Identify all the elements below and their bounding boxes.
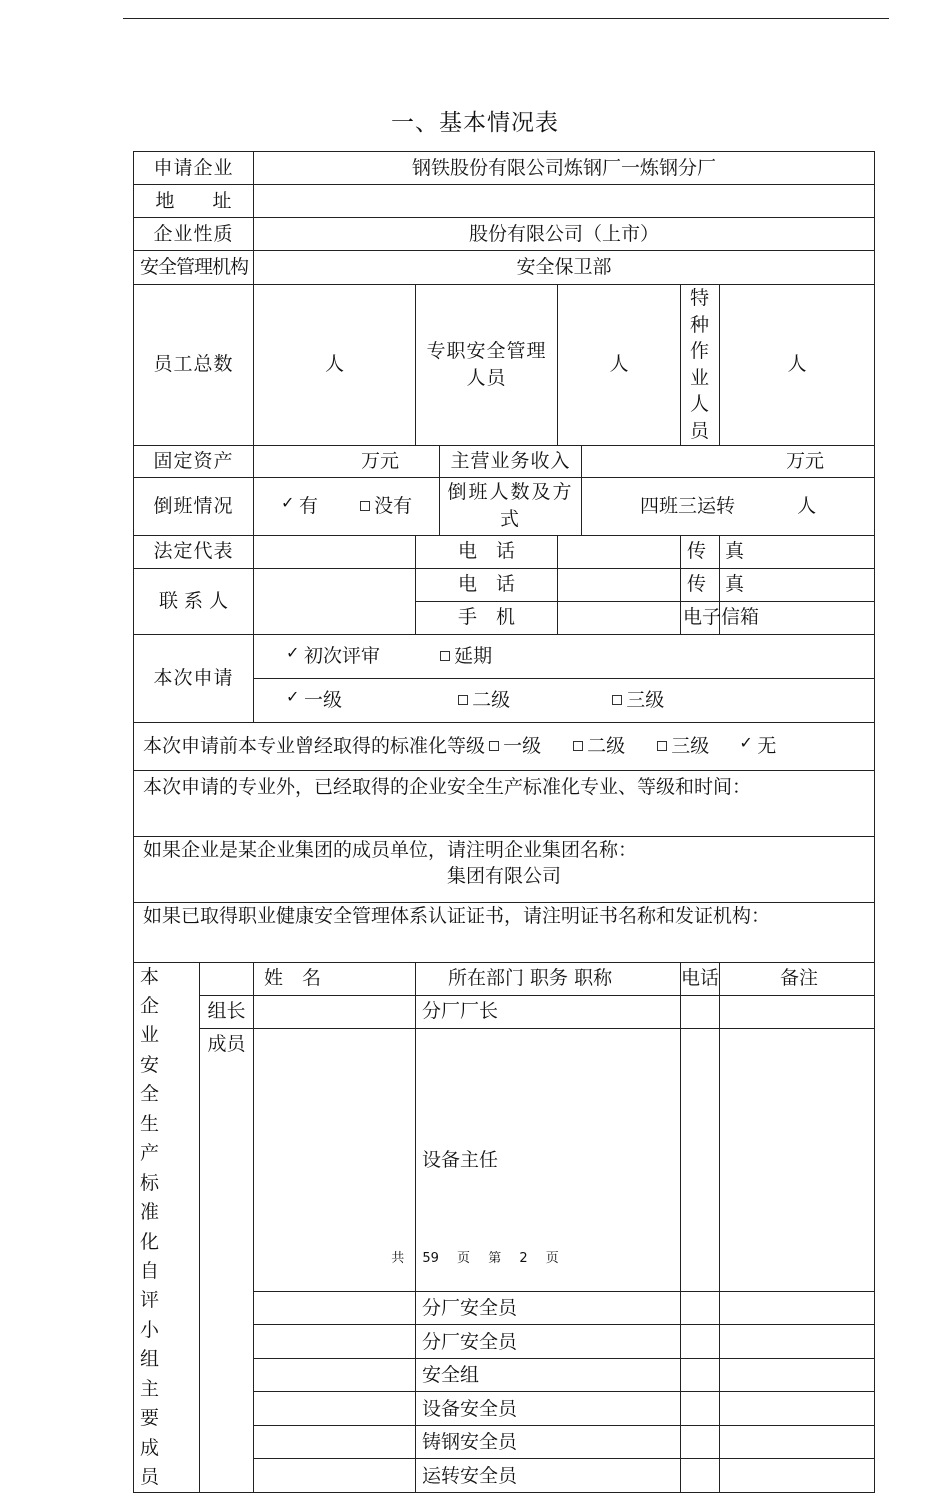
group-value: 集团有限公司 <box>447 865 562 888</box>
team-dept-cell[interactable]: 铸钢安全员 <box>416 1426 681 1459</box>
apply-level-2[interactable]: 二级 <box>472 688 511 711</box>
row-staff <box>134 285 875 446</box>
apply-type-options[interactable] <box>254 634 875 678</box>
shift-mode-label: 倒班人数及方式 <box>440 477 582 535</box>
checkbox-empty-icon[interactable] <box>657 741 667 751</box>
team-dept-cell[interactable]: 分厂安全员 <box>416 1325 681 1359</box>
contact-phone-value[interactable] <box>558 568 681 601</box>
team-name-cell[interactable] <box>254 1359 416 1392</box>
ohsms-text: 如果已取得职业健康安全管理体系认证证书，请注明证书名称和发证机构： <box>143 904 771 927</box>
shift-opt-yes[interactable]: 有 <box>298 494 318 517</box>
checkbox-empty-icon[interactable] <box>612 695 622 705</box>
address-label: 地 址 <box>134 185 254 218</box>
team-phone-cell[interactable] <box>681 1426 720 1459</box>
row-shift <box>134 477 875 535</box>
check-mark-icon: ✓ <box>286 642 300 662</box>
nature-label: 企业性质 <box>134 218 254 251</box>
team-dept-cell[interactable]: 运转安全员 <box>416 1459 681 1493</box>
staff-label: 员工总数 <box>134 285 254 446</box>
row-other-std <box>134 770 875 836</box>
team-phone-cell[interactable] <box>681 1459 720 1493</box>
team-name-cell[interactable] <box>254 1292 416 1325</box>
apply-level-options[interactable] <box>254 678 875 722</box>
team-name-cell[interactable] <box>254 995 416 1028</box>
safety-staff-unit[interactable]: 人 <box>558 285 681 446</box>
team-phone-cell[interactable] <box>681 1392 720 1426</box>
prior-level-text: 本次申请前本专业曾经取得的标准化等级 <box>143 734 486 757</box>
safety-org-value[interactable]: 安全保卫部 <box>254 251 875 285</box>
shift-mode-cell[interactable] <box>582 477 875 535</box>
apply-opt-initial[interactable]: 初次评审 <box>304 644 381 667</box>
team-dept-cell[interactable]: 设备安全员 <box>416 1392 681 1426</box>
row-contact-1 <box>134 568 875 601</box>
group-cell[interactable] <box>134 836 875 902</box>
team-note-cell[interactable] <box>720 1459 875 1493</box>
row-safety-org <box>134 251 875 285</box>
row-address <box>134 185 875 218</box>
shift-mode-unit: 人 <box>797 494 817 517</box>
other-std-cell[interactable] <box>134 770 875 836</box>
team-side-label: 本企业安全生产标准化自评小组主要成员 <box>134 962 200 1493</box>
team-member-label: 成员 <box>200 1028 254 1493</box>
apply-level-1[interactable]: 一级 <box>304 688 343 711</box>
page-title: 一、基本情况表 <box>391 110 559 136</box>
apply-label: 本次申请 <box>134 634 254 722</box>
team-note-cell[interactable] <box>720 995 875 1028</box>
assets-unit[interactable]: 万元 <box>254 445 440 477</box>
team-phone-cell[interactable] <box>681 1359 720 1392</box>
apply-opt-extend[interactable]: 延期 <box>454 644 493 667</box>
prior-opt-3[interactable]: 三级 <box>671 734 710 757</box>
basic-info-table <box>133 151 875 1493</box>
safety-staff-label: 专职安全管理人员 <box>416 285 558 446</box>
team-header-blank <box>200 962 254 995</box>
team-note-cell[interactable] <box>720 1426 875 1459</box>
revenue-label: 主营业务收入 <box>440 445 582 477</box>
staff-unit[interactable]: 人 <box>254 285 416 446</box>
team-note-cell[interactable] <box>720 1292 875 1325</box>
legal-phone-value[interactable] <box>558 535 681 568</box>
team-phone-cell[interactable] <box>681 1325 720 1359</box>
ohsms-cell[interactable] <box>134 902 875 962</box>
team-leader-label: 组长 <box>200 995 254 1028</box>
checkbox-empty-icon[interactable] <box>360 501 370 511</box>
team-name-cell[interactable] <box>254 1392 416 1426</box>
special-staff-label: 特种作业人 员 <box>681 285 720 446</box>
checkbox-empty-icon[interactable] <box>440 651 450 661</box>
legal-phone-label: 电 话 <box>416 535 558 568</box>
legal-label: 法定代表 <box>134 535 254 568</box>
shift-mode-value: 四班三运转 <box>639 494 735 517</box>
row-prior-level <box>134 722 875 770</box>
row-apply-type <box>134 634 875 678</box>
company-value[interactable]: 钢铁股份有限公司炼钢厂一炼钢分厂 <box>254 152 875 185</box>
team-header-note: 备注 <box>720 962 875 995</box>
team-note-cell[interactable] <box>720 1392 875 1426</box>
team-name-cell[interactable] <box>254 1325 416 1359</box>
contact-mobile-value[interactable] <box>558 601 681 634</box>
header-rule <box>123 18 889 19</box>
team-dept-cell[interactable]: 安全组 <box>416 1359 681 1392</box>
safety-org-label: 安全管理机构 <box>134 251 254 285</box>
team-dept-cell[interactable]: 分厂安全员 <box>416 1292 681 1325</box>
revenue-unit[interactable]: 万元 <box>582 445 875 477</box>
team-name-cell[interactable] <box>254 1459 416 1493</box>
row-nature <box>134 218 875 251</box>
other-std-text: 本次申请的专业外，已经取得的企业安全生产标准化专业、等级和时间： <box>143 775 752 798</box>
contact-label: 联 系 人 <box>134 568 254 634</box>
check-mark-icon: ✓ <box>739 732 753 752</box>
team-header-row <box>134 962 875 995</box>
group-text: 如果企业是某企业集团的成员单位，请注明企业集团名称： <box>143 838 638 861</box>
assets-label: 固定资产 <box>134 445 254 477</box>
legal-value[interactable] <box>254 535 416 568</box>
contact-email-label: 电子信箱 <box>681 601 720 634</box>
checkbox-empty-icon[interactable] <box>489 741 499 751</box>
team-dept-cell[interactable]: 分厂厂长 <box>416 995 681 1028</box>
page-footer: 共 59 页 第 2 页 <box>391 1251 559 1266</box>
team-name-cell[interactable] <box>254 1426 416 1459</box>
shift-label: 倒班情况 <box>134 477 254 535</box>
prior-opt-none[interactable]: 无 <box>757 734 777 757</box>
team-header-phone: 电话 <box>681 962 720 995</box>
prior-opt-1[interactable]: 一级 <box>503 734 542 757</box>
contact-mobile-label: 手 机 <box>416 601 558 634</box>
shift-options[interactable] <box>254 477 440 535</box>
row-group <box>134 836 875 902</box>
legal-fax-label: 传 真 <box>681 535 720 568</box>
address-value[interactable] <box>254 185 875 218</box>
row-company <box>134 152 875 185</box>
shift-opt-no[interactable]: 没有 <box>374 494 413 517</box>
team-row <box>134 995 875 1028</box>
row-legal <box>134 535 875 568</box>
contact-value[interactable] <box>254 568 416 634</box>
team-note-cell[interactable] <box>720 1359 875 1392</box>
team-phone-cell[interactable] <box>681 1292 720 1325</box>
row-ohsms <box>134 902 875 962</box>
prior-level-cell[interactable] <box>134 722 875 770</box>
checkbox-empty-icon[interactable] <box>458 695 468 705</box>
nature-value[interactable]: 股份有限公司（上市） <box>254 218 875 251</box>
team-phone-cell[interactable] <box>681 995 720 1028</box>
team-header-dept: 所在部门 职务 职称 <box>416 962 681 995</box>
team-note-cell[interactable] <box>720 1325 875 1359</box>
apply-level-3[interactable]: 三级 <box>626 688 665 711</box>
team-header-name: 姓 名 <box>254 962 416 995</box>
special-staff-unit[interactable]: 人 <box>720 285 875 446</box>
team-dept-cell[interactable]: 设备主任 <box>416 1028 681 1292</box>
check-mark-icon: ✓ <box>286 686 300 706</box>
company-label: 申请企业 <box>134 152 254 185</box>
checkbox-empty-icon[interactable] <box>573 741 583 751</box>
check-mark-icon: ✓ <box>280 492 295 512</box>
prior-opt-2[interactable]: 二级 <box>587 734 626 757</box>
row-assets <box>134 445 875 477</box>
contact-phone-label: 电 话 <box>416 568 558 601</box>
contact-fax-label: 传 真 <box>681 568 720 601</box>
